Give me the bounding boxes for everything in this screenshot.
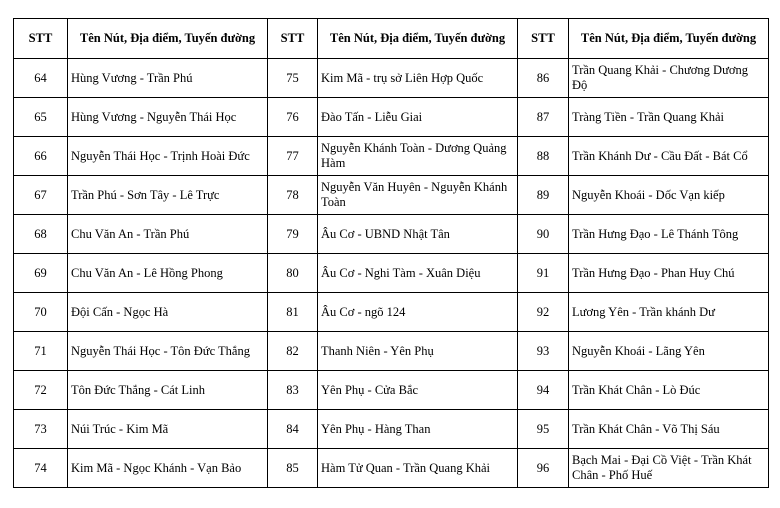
location-name-cell: Âu Cơ - Nghi Tàm - Xuân Diệu (318, 254, 518, 293)
location-name-cell: Nguyễn Khánh Toàn - Dương Quảng Hàm (318, 137, 518, 176)
stt-cell: 70 (14, 293, 68, 332)
location-name-cell: Chu Văn An - Lê Hồng Phong (68, 254, 268, 293)
table-row (14, 98, 769, 137)
stt-cell: 79 (268, 215, 318, 254)
location-name-cell: Lương Yên - Trần khánh Dư (569, 293, 769, 332)
stt-cell: 77 (268, 137, 318, 176)
location-name-cell: Hùng Vương - Trần Phú (68, 59, 268, 98)
location-name-cell: Hàm Tử Quan - Trần Quang Khải (318, 449, 518, 488)
location-name-cell: Nguyễn Thái Học - Tôn Đức Thắng (68, 332, 268, 371)
table-row (14, 59, 769, 98)
location-name-cell: Kim Mã - trụ sở Liên Hợp Quốc (318, 59, 518, 98)
location-name-cell: Tràng Tiền - Trần Quang Khải (569, 98, 769, 137)
stt-cell: 94 (518, 371, 569, 410)
location-name-cell: Nguyễn Khoái - Lãng Yên (569, 332, 769, 371)
stt-cell: 92 (518, 293, 569, 332)
location-name-cell: Yên Phụ - Hàng Than (318, 410, 518, 449)
location-name-cell: Âu Cơ - UBND Nhật Tân (318, 215, 518, 254)
stt-cell: 73 (14, 410, 68, 449)
header-stt-2: STT (268, 19, 318, 59)
stt-cell: 90 (518, 215, 569, 254)
location-name-cell: Đào Tấn - Liễu Giai (318, 98, 518, 137)
stt-cell: 85 (268, 449, 318, 488)
stt-cell: 81 (268, 293, 318, 332)
stt-cell: 93 (518, 332, 569, 371)
location-name-cell: Chu Văn An - Trần Phú (68, 215, 268, 254)
location-name-cell: Nguyễn Văn Huyên - Nguyễn Khánh Toàn (318, 176, 518, 215)
location-name-cell: Âu Cơ - ngõ 124 (318, 293, 518, 332)
stt-cell: 66 (14, 137, 68, 176)
stt-cell: 68 (14, 215, 68, 254)
stt-cell: 67 (14, 176, 68, 215)
location-name-cell: Trần Hưng Đạo - Phan Huy Chú (569, 254, 769, 293)
header-name-1: Tên Nút, Địa điểm, Tuyến đường (68, 19, 268, 59)
location-name-cell: Núi Trúc - Kim Mã (68, 410, 268, 449)
location-name-cell: Nguyễn Thái Học - Trịnh Hoài Đức (68, 137, 268, 176)
location-name-cell: Trần Khát Chân - Võ Thị Sáu (569, 410, 769, 449)
table-row (14, 449, 769, 488)
location-name-cell: Hùng Vương - Nguyễn Thái Học (68, 98, 268, 137)
table-row (14, 137, 769, 176)
location-name-cell: Đội Cấn - Ngọc Hà (68, 293, 268, 332)
location-name-cell: Trần Khát Chân - Lò Đúc (569, 371, 769, 410)
stt-cell: 74 (14, 449, 68, 488)
location-name-cell: Trần Quang Khải - Chương Dương Độ (569, 59, 769, 98)
stt-cell: 89 (518, 176, 569, 215)
stt-cell: 72 (14, 371, 68, 410)
location-name-cell: Bạch Mai - Đại Cồ Việt - Trần Khát Chân - Phố Huế (569, 449, 769, 488)
table-row (14, 176, 769, 215)
table-row (14, 293, 769, 332)
location-name-cell: Kim Mã - Ngọc Khánh - Vạn Bảo (68, 449, 268, 488)
stt-cell: 86 (518, 59, 569, 98)
stt-cell: 76 (268, 98, 318, 137)
stt-cell: 78 (268, 176, 318, 215)
table-container (13, 18, 769, 488)
location-name-cell: Yên Phụ - Cửa Bắc (318, 371, 518, 410)
stt-cell: 96 (518, 449, 569, 488)
stt-cell: 69 (14, 254, 68, 293)
header-name-2: Tên Nút, Địa điểm, Tuyến đường (318, 19, 518, 59)
stt-cell: 75 (268, 59, 318, 98)
location-name-cell: Thanh Niên - Yên Phụ (318, 332, 518, 371)
stt-cell: 87 (518, 98, 569, 137)
stt-cell: 88 (518, 137, 569, 176)
table-row (14, 410, 769, 449)
intersection-table (13, 18, 769, 488)
stt-cell: 71 (14, 332, 68, 371)
stt-cell: 82 (268, 332, 318, 371)
header-stt-1: STT (14, 19, 68, 59)
location-name-cell: Trần Hưng Đạo - Lê Thánh Tông (569, 215, 769, 254)
table-row (14, 332, 769, 371)
location-name-cell: Trần Phú - Sơn Tây - Lê Trực (68, 176, 268, 215)
header-row (14, 19, 769, 59)
location-name-cell: Trần Khánh Dư - Cầu Đất - Bát Cổ (569, 137, 769, 176)
stt-cell: 84 (268, 410, 318, 449)
stt-cell: 65 (14, 98, 68, 137)
stt-cell: 91 (518, 254, 569, 293)
header-stt-3: STT (518, 19, 569, 59)
stt-cell: 83 (268, 371, 318, 410)
table-row (14, 215, 769, 254)
header-name-3: Tên Nút, Địa điểm, Tuyến đường (569, 19, 769, 59)
location-name-cell: Tôn Đức Thắng - Cát Linh (68, 371, 268, 410)
table-row (14, 371, 769, 410)
table-row (14, 254, 769, 293)
stt-cell: 80 (268, 254, 318, 293)
location-name-cell: Nguyễn Khoái - Dốc Vạn kiếp (569, 176, 769, 215)
stt-cell: 64 (14, 59, 68, 98)
stt-cell: 95 (518, 410, 569, 449)
